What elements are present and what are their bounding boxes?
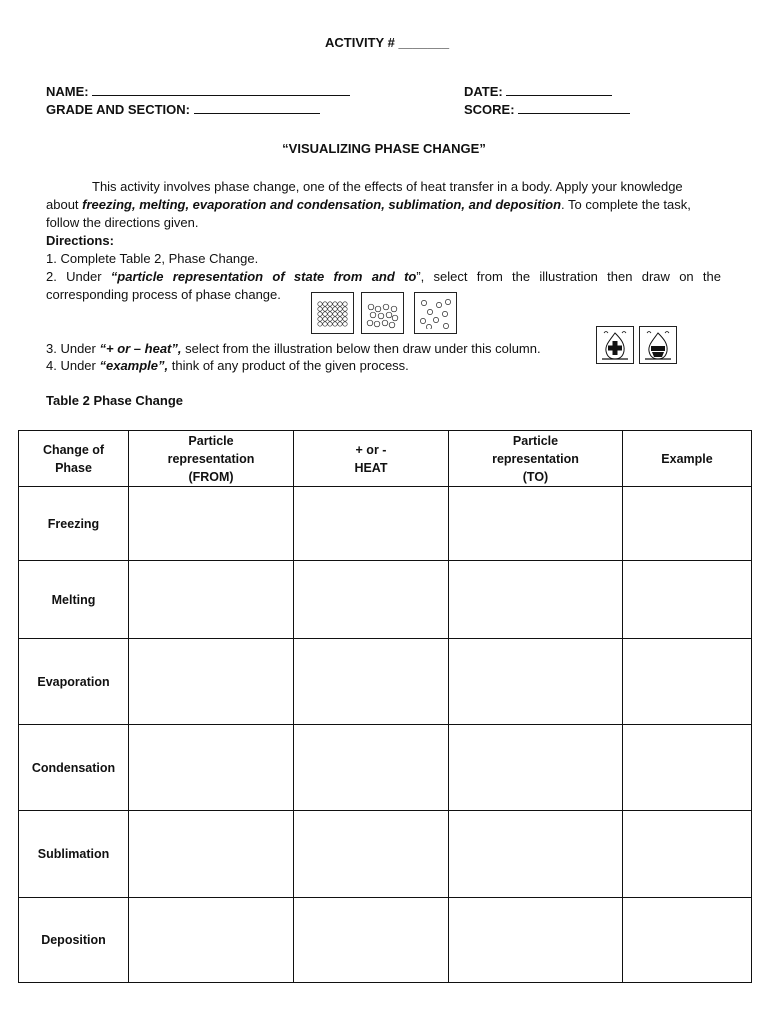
cell-heat[interactable] xyxy=(294,811,449,898)
date-row xyxy=(464,84,612,99)
intro-about: about xyxy=(46,197,83,212)
intro-after: . To complete the task, xyxy=(561,197,691,212)
direction-1: 1. Complete Table 2, Phase Change. xyxy=(46,251,259,266)
direction-4-prefix: 4. Under xyxy=(46,358,100,373)
direction-2-line-2: corresponding process of phase change. xyxy=(46,287,281,302)
cell-example[interactable] xyxy=(623,487,752,561)
table-header-row xyxy=(19,431,752,487)
date-field[interactable] xyxy=(506,95,612,96)
direction-2-after: ”, select from the illustration then draw on the xyxy=(416,269,721,284)
solid-particles-icon xyxy=(311,292,354,334)
liquid-particles-icon xyxy=(361,292,404,334)
table-caption: Table 2 Phase Change xyxy=(46,393,184,408)
cell-example[interactable] xyxy=(623,811,752,898)
cell-example[interactable] xyxy=(623,725,752,811)
header-text: (FROM) xyxy=(188,469,234,484)
table-row xyxy=(19,487,752,561)
cell-heat[interactable] xyxy=(294,487,449,561)
cell-from[interactable] xyxy=(129,487,294,561)
cell-example[interactable] xyxy=(623,898,752,983)
table-row xyxy=(19,898,752,983)
table-row xyxy=(19,639,752,725)
cell-example[interactable] xyxy=(623,561,752,639)
date-label: DATE: xyxy=(464,84,503,99)
header-text: Example xyxy=(661,451,713,466)
cell-to[interactable] xyxy=(449,725,623,811)
header-change-of-phase xyxy=(19,431,129,487)
cell-to[interactable] xyxy=(449,487,623,561)
row-label-sublimation: Sublimation xyxy=(19,811,129,898)
row-label-deposition: Deposition xyxy=(19,898,129,983)
cell-to[interactable] xyxy=(449,811,623,898)
direction-3-after: select from the illustration below then draw under this column. xyxy=(181,341,541,356)
cell-heat[interactable] xyxy=(294,561,449,639)
header-particle-from xyxy=(129,431,294,487)
header-particle-to xyxy=(449,431,623,487)
header-text: HEAT xyxy=(354,460,388,475)
cell-from[interactable] xyxy=(129,561,294,639)
intro-line-3: follow the directions given. xyxy=(46,215,199,230)
score-row xyxy=(464,102,630,117)
direction-2-emphasis: “particle representation of state from and to xyxy=(110,269,417,284)
header-text: representation xyxy=(167,451,255,466)
header-text: Particle xyxy=(512,433,559,448)
grade-field[interactable] xyxy=(194,113,320,114)
row-label-condensation: Condensation xyxy=(19,725,129,811)
direction-3-prefix: 3. Under xyxy=(46,341,100,356)
direction-3-emphasis: “+ or – heat”, xyxy=(99,341,182,356)
cell-from[interactable] xyxy=(129,811,294,898)
grade-label: GRADE AND SECTION: xyxy=(46,102,190,117)
page-title: “VISUALIZING PHASE CHANGE” xyxy=(282,141,486,156)
table-row xyxy=(19,561,752,639)
header-text: Change of xyxy=(42,442,105,457)
heat-removed-icon xyxy=(639,326,677,364)
directions-heading: Directions: xyxy=(46,233,114,248)
header-text: Phase xyxy=(55,460,92,475)
row-label-freezing: Freezing xyxy=(19,487,129,561)
cell-from[interactable] xyxy=(129,639,294,725)
phase-change-table xyxy=(18,430,752,983)
header-text: Particle xyxy=(188,433,234,448)
table-row xyxy=(19,725,752,811)
header-text: (TO) xyxy=(522,469,549,484)
table-row xyxy=(19,811,752,898)
intro-line-1: This activity involves phase change, one of the effects of heat transfer in a body. Apply your knowledge xyxy=(92,179,683,194)
cell-heat[interactable] xyxy=(294,898,449,983)
cell-example[interactable] xyxy=(623,639,752,725)
cell-to[interactable] xyxy=(449,639,623,725)
header-text: representation xyxy=(492,451,579,466)
cell-to[interactable] xyxy=(449,561,623,639)
name-field[interactable] xyxy=(92,95,350,96)
direction-4-emphasis: “example”, xyxy=(99,358,169,373)
cell-from[interactable] xyxy=(129,725,294,811)
header-example xyxy=(623,431,752,487)
cell-heat[interactable] xyxy=(294,725,449,811)
direction-4-after: think of any product of the given process. xyxy=(168,358,409,373)
score-label: SCORE: xyxy=(464,102,515,117)
activity-number: ACTIVITY # _______ xyxy=(325,35,450,50)
cell-from[interactable] xyxy=(129,898,294,983)
score-field[interactable] xyxy=(518,113,630,114)
name-row xyxy=(46,84,350,99)
header-heat xyxy=(294,431,449,487)
grade-row xyxy=(46,102,320,117)
header-text: + or - xyxy=(355,442,387,457)
name-label: NAME: xyxy=(46,84,89,99)
gas-particles-icon xyxy=(414,292,457,334)
direction-2 xyxy=(46,268,721,286)
intro-processes: freezing, melting, evaporation and condensation, sublimation, and deposition xyxy=(82,197,562,212)
intro-line-2 xyxy=(46,196,721,214)
cell-heat[interactable] xyxy=(294,639,449,725)
cell-to[interactable] xyxy=(449,898,623,983)
row-label-evaporation: Evaporation xyxy=(19,639,129,725)
row-label-melting: Melting xyxy=(19,561,129,639)
heat-added-icon xyxy=(596,326,634,364)
direction-2-prefix: 2. Under xyxy=(46,269,111,284)
